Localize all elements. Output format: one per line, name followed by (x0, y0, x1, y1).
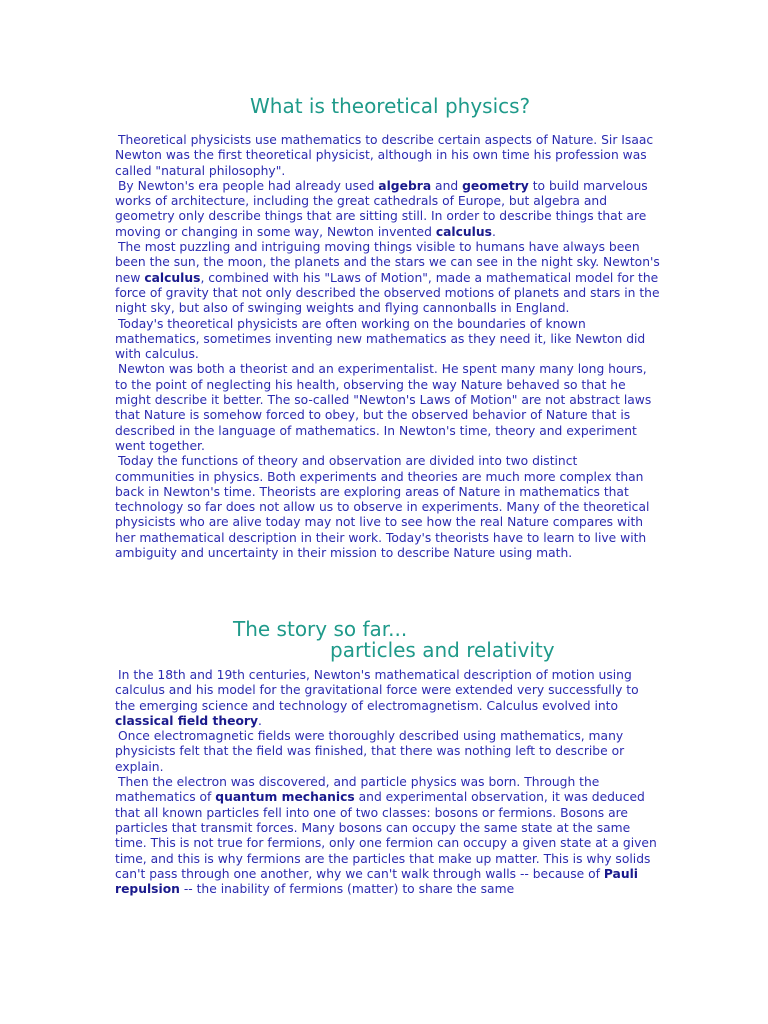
emphasized-term: classical field theory (115, 713, 258, 728)
section-body-theoretical-physics (115, 133, 660, 561)
emphasized-term: calculus (144, 270, 201, 285)
body-paragraph: Once electromagnetic fields were thoroughly described using mathematics, many physicists felt that the field was finished, that there was nothing left to describe or explain. (115, 729, 625, 774)
emphasized-term: quantum mechanics (215, 790, 355, 805)
body-paragraph: Today the functions of theory and observation are divided into two distinct communities in physics. Both experiments and theories are much more complex than back in Newton's time. Theorists are exploring areas of Nature in mathematics that technology so far does not allow us to observe in experiments. Many of the theoretical physicists who are alive today may not live to see how the real Nature compares with her mathematical description in their work. Today's theorists have to learn to live with ambiguity and uncertainty in their mission to describe Nature using math. (115, 454, 650, 561)
body-paragraph: Newton was both a theorist and an experimentalist. He spent many many long hours, to the point of neglecting his health, observing the way Nature behaved so that he might describe it better. The so-called "Newton's Laws of Motion" are not abstract laws that Nature is somehow forced to obey, but the observed behavior of Nature that is described in the language of mathematics. In Newton's time, theory and experiment went together. (115, 362, 652, 453)
emphasized-term: Pauli repulsion (115, 866, 639, 897)
section-title-theoretical-physics: What is theoretical physics? (250, 94, 531, 118)
section-subtitle-particles-relativity: particles and relativity (330, 638, 555, 662)
body-paragraph: In the 18th and 19th centuries, Newton's mathematical description of motion using calculus and his model for the gravitational force were extended very successfully to the emerging science and technology of electromagnetism. Calculus evolved into classical field theory. (115, 668, 639, 728)
section-body-story-so-far (115, 668, 660, 897)
emphasized-term: calculus (435, 224, 492, 239)
body-paragraph: By Newton's era people had already used algebra and geometry to build marvelous works of architecture, including the great cathedrals of Europe, but algebra and geometry only describe things that are sitting still. In order to describe things that are moving or changing in some way, Newton invented calculus. (115, 178, 648, 239)
emphasized-term: algebra (378, 178, 432, 193)
emphasized-term: geometry (462, 178, 529, 193)
body-paragraph: Then the electron was discovered, and particle physics was born. Through the mathematics of quantum mechanics and experimental observation, it was deduced that all known particles fell into one of two classes: bosons or fermions. Bosons are particles that transmit forces. Many bosons can occupy the same state at the same time. This is not true for fermions, only one fermion can occupy a given state at a given time, and this is why fermions are the particles that make up matter. This is why solids can't pass through one another, why we can't walk through walls -- because of Pauli repulsion -- the inability of fermions (matter) to share the same (115, 775, 657, 897)
body-paragraph: Theoretical physicists use mathematics to describe certain aspects of Nature. Sir Isaac Newton was the first theoretical physicist, although in his own time his profession was called "natural philosophy". (115, 133, 654, 178)
section-title-story-so-far: The story so far... (233, 617, 408, 641)
body-paragraph: Today's theoretical physicists are often working on the boundaries of known mathematics, sometimes inventing new mathematics as they need it, like Newton did with calculus. (115, 316, 646, 362)
body-paragraph: The most puzzling and intriguing moving things visible to humans have always been been the sun, the moon, the planets and the stars we can see in the night sky. Newton's new calculus, combined with his "Laws of Motion", made a mathematical model for the force of gravity that not only described the observed motions of planets and stars in the night sky, but also of swinging weights and flying cannonballs in England. (115, 240, 660, 316)
